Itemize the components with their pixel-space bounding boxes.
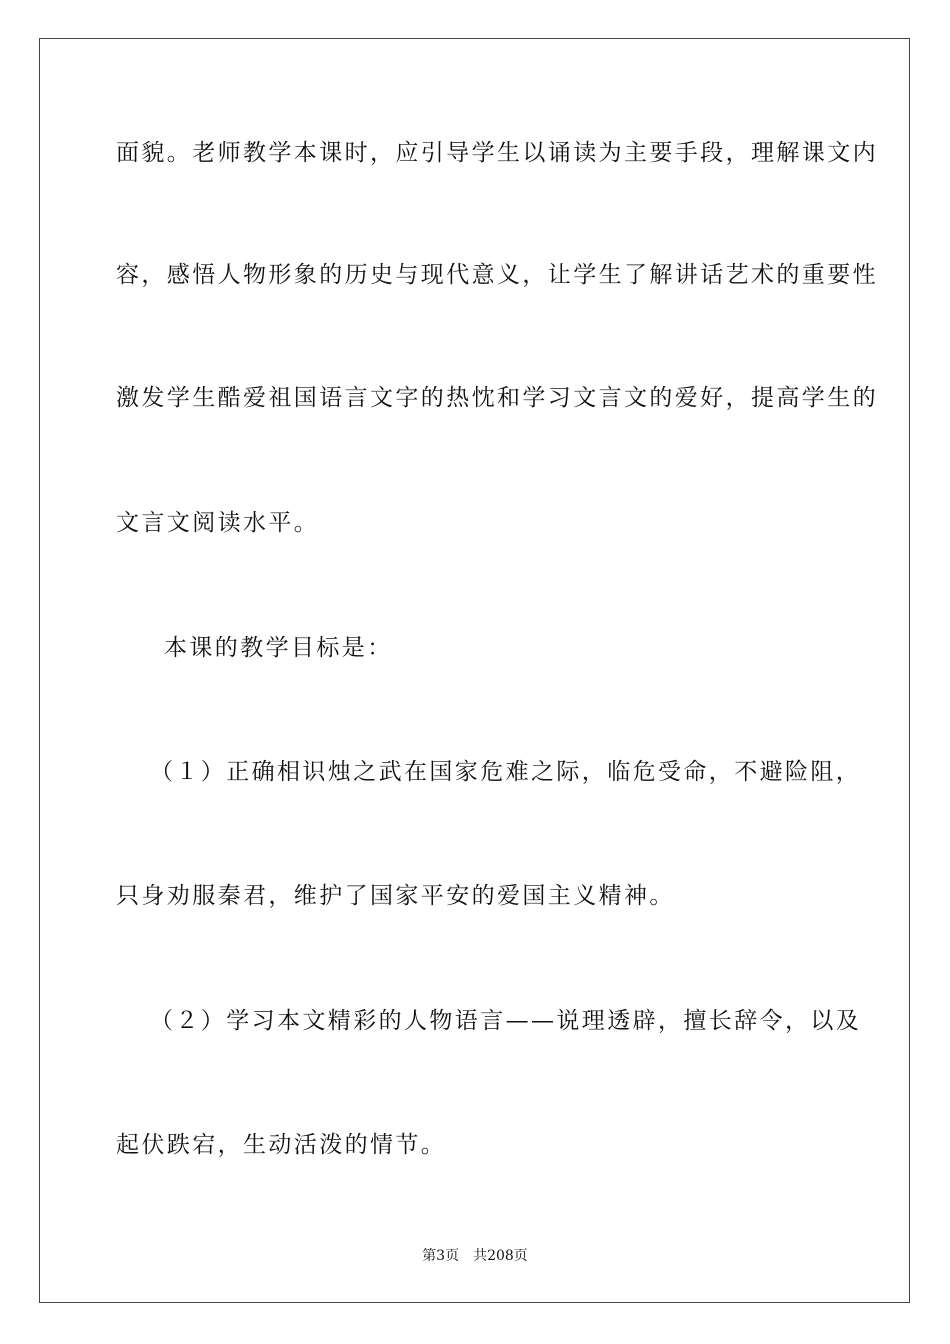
body-line-4: 文言文阅读水平。 [116,510,320,536]
page-border [39,38,910,1303]
body-line-3: 激发学生酷爱祖国语言文字的热忱和学习文言文的爱好，提高学生的 [116,385,878,411]
objective-1-line-2: 只身劝服秦君，维护了国家平安的爱国主义精神。 [116,883,675,909]
page-number-footer: 第3页 共208页 [422,1248,528,1264]
objective-2-line-1: （２）学习本文精彩的人物语言——说理透辟，擅长辞令，以及 [150,1008,862,1034]
objective-1-line-1: （１）正确相识烛之武在国家危难之际，临危受命，不避险阻， [150,759,862,785]
objectives-heading: 本课的教学目标是： [164,635,393,661]
body-line-1: 面貌。老师教学本课时，应引导学生以诵读为主要手段，理解课文内 [116,140,878,166]
body-line-2: 容，感悟人物形象的历史与现代意义，让学生了解讲话艺术的重要性 [116,262,878,288]
objective-2-line-2: 起伏跌宕，生动活泼的情节。 [116,1132,447,1158]
